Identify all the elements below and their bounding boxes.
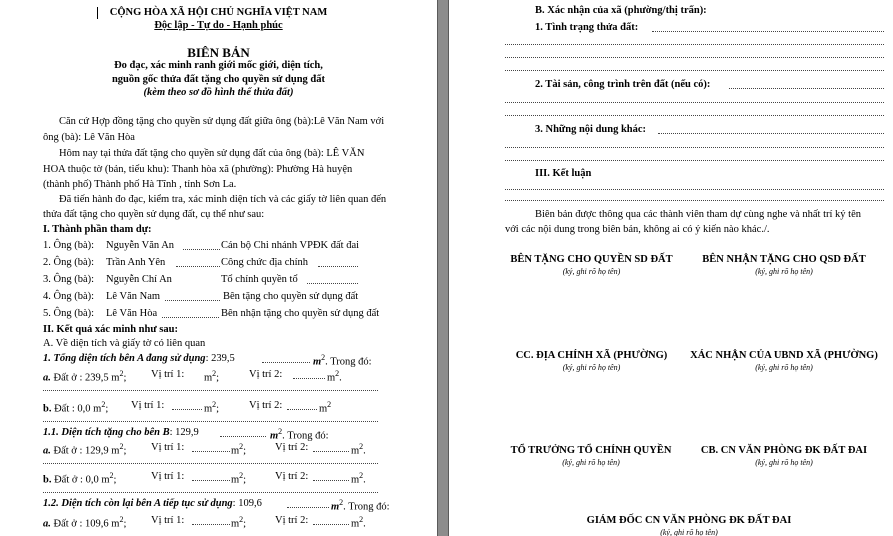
position1-label: Vị trí 1: — [151, 471, 185, 482]
member-role: Bên tặng cho quyền sử dụng đất — [223, 291, 359, 302]
signature-group-leader-title: TỔ TRƯỞNG TỔ CHÍNH QUYỀN — [510, 445, 672, 456]
paragraph-legal-basis-line1: Căn cứ Hợp đồng tặng cho quyền sử dụng đất giữa ông (bà):Lê Văn Nam với — [59, 116, 385, 127]
member-role: Tổ chính quyền tổ — [221, 274, 298, 285]
remaining-area-land-a: a. Đất ở : 109,6 $m^2$; — [43, 515, 127, 530]
member-prefix: 2. Ông (bà): — [43, 257, 95, 268]
page-gutter — [437, 0, 449, 536]
total-area-land-b: b. Đất : 0,0 $m^2$; — [43, 400, 109, 415]
member-prefix: 3. Ông (bà): — [43, 274, 95, 285]
section-b-heading: B. Xác nhận của xã (phường/thị trấn): — [535, 5, 707, 16]
unit-m2: $m^2$. — [327, 369, 342, 384]
signature-note: (ký, ghi rõ họ tên) — [755, 267, 813, 276]
signature-note: (ký, ghi rõ họ tên) — [755, 458, 813, 467]
unit-m2: $m^2$; — [204, 400, 220, 415]
position1-label: Vị trí 1: — [131, 400, 165, 411]
signature-ubnd-title: XÁC NHẬN CỦA UBND XÃ (PHƯỜNG) — [690, 350, 878, 361]
document-subtitle-3: (kèm theo sơ đồ hình thể thửa đất) — [143, 87, 294, 98]
signature-note: (ký, ghi rõ họ tên) — [562, 458, 620, 467]
member-role: Bên nhận tặng cho quyền sử dụng đất — [221, 308, 380, 319]
unit-m2: $m^2$. — [351, 471, 366, 486]
remaining-area-line: 1.2. Diện tích còn lại bên A tiếp tục sử dụng: 109,6 — [43, 498, 262, 509]
position2-label: Vị trí 2: — [275, 515, 309, 526]
paragraph-location-line1: Hôm nay tại thửa đất tặng cho quyền sử dụng đất của ông (bà): LÊ VĂN — [59, 148, 365, 159]
document-title: BIÊN BẢN — [187, 45, 250, 60]
member-name: Nguyễn Chí An — [106, 274, 172, 285]
member-name: Trần Anh Yên — [106, 257, 166, 268]
member-prefix: 1. Ông (bà): — [43, 240, 95, 251]
member-name: Lê Văn Nam — [106, 291, 161, 302]
document-page-right — [449, 0, 893, 536]
unit-m2: $m^2$; — [231, 515, 247, 530]
unit-m2: $m^2$ — [319, 400, 332, 415]
total-area-unit: $m^2$. Trong đó: — [313, 353, 372, 368]
position1-label: Vị trí 1: — [151, 369, 185, 380]
paragraph-legal-basis-line2: ông (bà): Lê Văn Hòa — [43, 132, 135, 143]
assets-label: 2. Tài sản, công trình trên đất (nếu có): — [535, 79, 711, 90]
total-area-label: 1. Tổng diện tích bên A đang sử dụng — [43, 353, 206, 364]
national-motto: Độc lập - Tự do - Hạnh phúc — [154, 20, 283, 31]
other-content-label: 3. Những nội dung khác: — [535, 124, 647, 135]
signature-receiver-title: BÊN NHẬN TẶNG CHO QSD ĐẤT — [702, 254, 866, 265]
member-role: Công chức địa chính — [221, 257, 309, 268]
section-participants-heading: I. Thành phần tham dự: — [43, 224, 152, 235]
subsection-a-heading: A. Về diện tích và giấy tờ có liên quan — [43, 338, 206, 349]
signature-note: (ký, ghi rõ họ tên) — [660, 528, 718, 536]
closing-line-2: với các nội dung trong biên bản, không ai có ý kiến nào khác./. — [505, 224, 770, 235]
section-results-heading: II. Kết quả xác minh như sau: — [43, 324, 178, 335]
signature-note: (ký, ghi rõ họ tên) — [562, 267, 621, 276]
position1-label: Vị trí 1: — [151, 442, 185, 453]
conclusion-heading: III. Kết luận — [535, 168, 592, 179]
unit-m2: $m^2$. — [351, 442, 366, 457]
document-page-left — [0, 0, 437, 536]
land-status-label: 1. Tình trạng thửa đất: — [535, 22, 639, 33]
signature-note: (ký, ghi rõ họ tên) — [562, 363, 621, 372]
unit-m2: $m^2$. — [351, 515, 366, 530]
total-area-land-a: a. Đất ở : 239,5 $m^2$; — [43, 369, 127, 384]
closing-line-1: Biên bản được thông qua các thành viên tham dự cùng nghe và nhất trí ký tên — [535, 209, 862, 220]
signature-note: (ký, ghi rõ họ tên) — [755, 363, 813, 372]
member-name: Nguyễn Văn An — [106, 240, 175, 251]
member-role: Cán bộ Chi nhánh VPĐK đất đai — [221, 240, 360, 251]
document-subtitle-1: Đo đạc, xác minh ranh giới mốc giới, diện tích, — [114, 60, 323, 71]
total-area-value: : 239,5 — [205, 353, 235, 364]
signature-registry-officer-title: CB. CN VĂN PHÒNG ĐK ĐẤT ĐAI — [700, 445, 868, 456]
national-header: CỘNG HÒA XÃ HỘI CHỦ NGHĨA VIỆT NAM — [109, 7, 328, 18]
gift-area-line: 1.1. Diện tích tặng cho bên B: 129,9 — [43, 427, 199, 438]
member-prefix: 5. Ông (bà): — [43, 308, 95, 319]
position1-label: Vị trí 1: — [151, 515, 185, 526]
unit-m2: $m^2$; — [231, 471, 247, 486]
position2-label: Vị trí 2: — [275, 442, 309, 453]
total-area-line — [43, 354, 235, 365]
document-subtitle-2: nguồn gốc thửa đất tặng cho quyền sử dụng đất — [111, 74, 326, 85]
position2-label: Vị trí 2: — [249, 400, 283, 411]
position2-label: Vị trí 2: — [275, 471, 309, 482]
unit-m2: $m^2$; — [204, 369, 220, 384]
unit-m2: $m^2$; — [231, 442, 247, 457]
signature-cadastral-title: CC. ĐỊA CHÍNH XÃ (PHƯỜNG) — [515, 350, 668, 361]
member-prefix: 4. Ông (bà): — [43, 291, 95, 302]
gift-area-unit: $m^2$. Trong đó: — [270, 427, 329, 442]
signature-giver-title: BÊN TẶNG CHO QUYỀN SD ĐẤT — [510, 254, 673, 265]
paragraph-scope-line2: thửa đất tặng cho quyền sử dụng đất, cụ thể như sau: — [43, 209, 265, 220]
gift-area-land-a: a. Đất ở : 129,9 $m^2$; — [43, 442, 127, 457]
paragraph-location-line3: (thành phố) Thành phố Hà Tĩnh , tỉnh Sơn La. — [43, 179, 237, 190]
signature-director-title: GIÁM ĐỐC CN VĂN PHÒNG ĐK ĐẤT ĐAI — [586, 515, 792, 526]
position2-label: Vị trí 2: — [249, 369, 283, 380]
paragraph-location-line2: HOA thuộc tờ (bản, tiểu khu): Thanh hòa xã (phường): Phường Hà huyện — [43, 164, 353, 175]
remaining-area-unit: $m^2$. Trong đó: — [331, 498, 390, 513]
member-name: Lê Văn Hòa — [106, 308, 158, 319]
gift-area-land-b: b. Đất ở : 0,0 $m^2$; — [43, 471, 117, 486]
paragraph-scope-line1: Đã tiến hành đo đạc, kiểm tra, xác minh diện tích và các giấy tờ liên quan đến — [59, 194, 387, 205]
